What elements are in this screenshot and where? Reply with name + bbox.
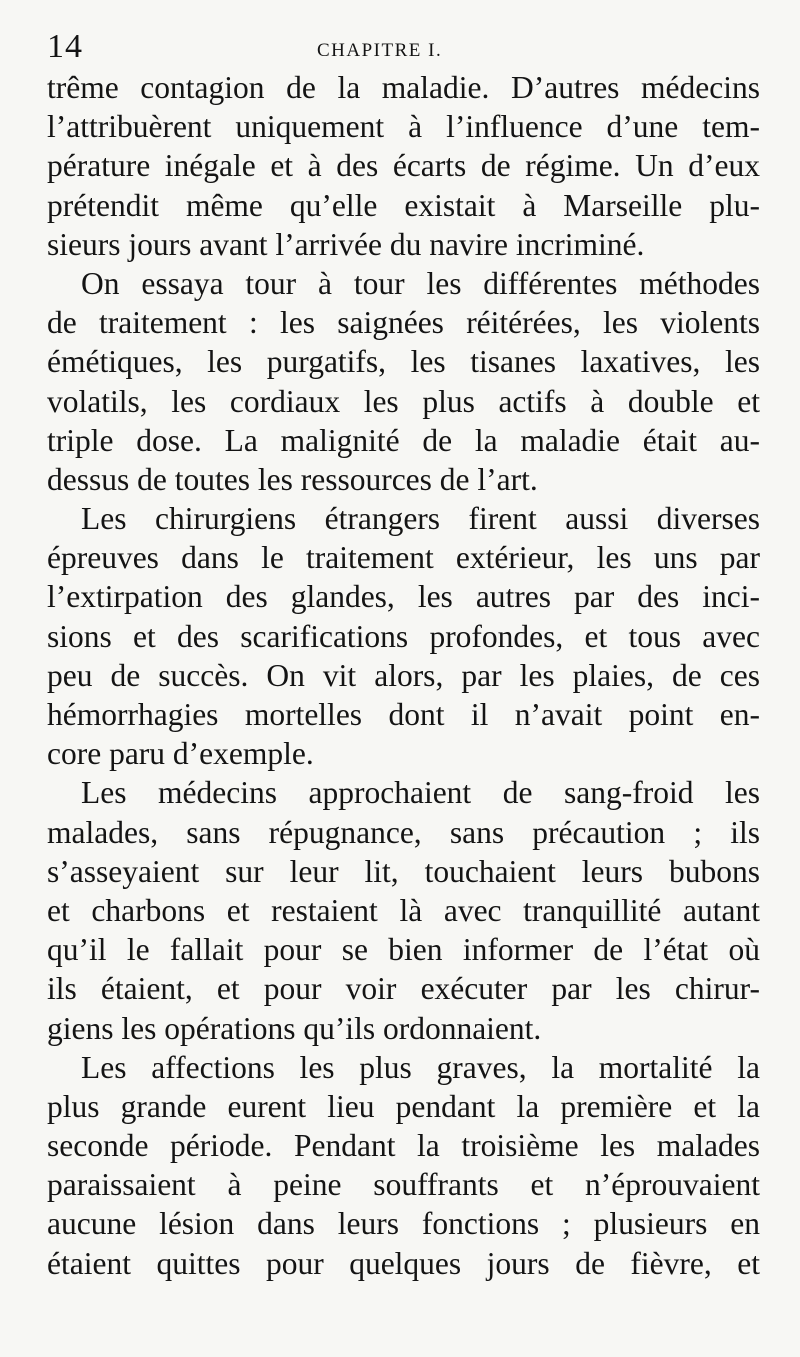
text-line: paraissaient à peine souffrants et n’éprouvaient [47, 1167, 760, 1203]
text-line: sions et des scarifications profondes, et tous avec [47, 618, 760, 654]
text-line: sieurs jours avant l’arrivée du navire incriminé. [47, 226, 645, 262]
text-line: Les affections les plus graves, la mortalité la [81, 1049, 760, 1085]
text-line: hémorrhagies mortelles dont il n’avait point en- [47, 697, 760, 732]
text-line: peu de succès. On vit alors, par les plaies, de ces [47, 657, 760, 693]
text-line: seconde période. Pendant la troisième les malades [47, 1128, 760, 1164]
text-line: l’attribuèrent uniquement à l’influence d’une tem- [47, 109, 760, 145]
text-line: volatils, les cordiaux les plus actifs à double et [47, 383, 760, 419]
text-line: core paru d’exemple. [47, 736, 314, 772]
text-line: Les médecins approchaient de sang-froid les [81, 775, 760, 811]
text-line: ils étaient, et pour voir exécuter par les chirur- [47, 971, 760, 1007]
text-line: pérature inégale et à des écarts de régime. Un d’eux [47, 148, 760, 184]
running-head [47, 22, 760, 70]
text-line: On essaya tour à tour les différentes méthodes [81, 265, 760, 301]
text-line: qu’il le fallait pour se bien informer de l’état où [47, 932, 760, 968]
text-line: aucune lésion dans leurs fonctions ; plusieurs en [47, 1206, 760, 1242]
text-line: étaient quittes pour quelques jours de fièvre, et [47, 1245, 760, 1281]
text-line: triple dose. La malignité de la maladie était au- [47, 422, 760, 458]
text-line: giens les opérations qu’ils ordonnaient. [47, 1010, 542, 1046]
text-line: l’extirpation des glandes, les autres par des inci- [47, 579, 760, 615]
text-line: de traitement : les saignées réitérées, les violents [47, 305, 760, 341]
page-number: 14 [47, 28, 83, 65]
text-line: s’asseyaient sur leur lit, touchaient leurs bubons [47, 853, 760, 889]
text-line: dessus de toutes les ressources de l’art. [47, 461, 538, 497]
body-text [47, 68, 760, 1283]
text-line: épreuves dans le traitement extérieur, les uns par [47, 540, 760, 576]
text-line: plus grande eurent lieu pendant la première et la [47, 1088, 760, 1124]
text-line: prétendit même qu’elle existait à Marseille plu- [47, 187, 760, 223]
text-line: trême contagion de la maladie. D’autres médecins [47, 70, 760, 105]
chapter-heading: CHAPITRE I. [317, 40, 443, 61]
text-line: et charbons et restaient là avec tranquillité autant [47, 892, 760, 928]
text-line: émétiques, les purgatifs, les tisanes laxatives, les [47, 344, 760, 380]
text-line: Les chirurgiens étrangers firent aussi diverses [81, 501, 760, 537]
text-line: malades, sans répugnance, sans précaution ; ils [47, 814, 760, 850]
